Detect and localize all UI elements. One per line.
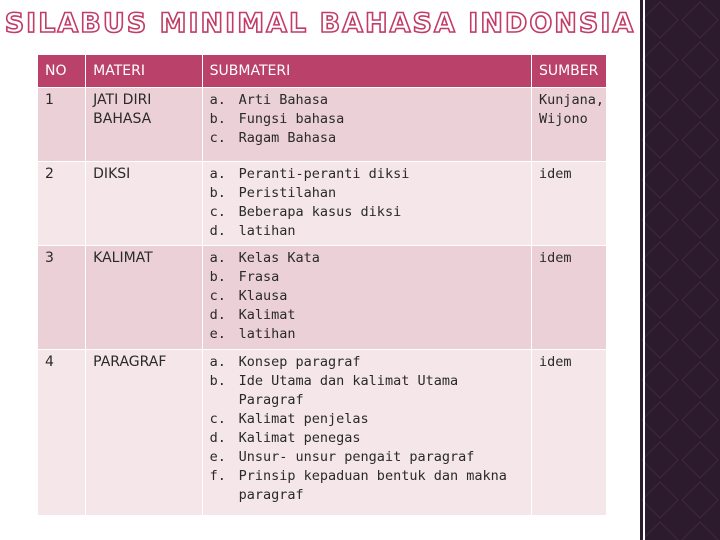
submateri-text: Peristilahan: [238, 185, 337, 201]
submateri-item: [210, 222, 527, 241]
submateri-text: Kalimat penjelas: [238, 411, 369, 427]
materi-cell: PARAGRAF: [86, 350, 202, 516]
submateri-item: [210, 110, 527, 129]
row-number: 4: [38, 350, 86, 516]
header-submateri: SUBMATERI: [202, 55, 531, 88]
table-row: [38, 246, 607, 350]
submateri-text: Prinsip kepaduan bentuk dan makna paragraf: [238, 468, 507, 503]
submateri-letter: b.: [209, 111, 226, 127]
submateri-letter: c.: [209, 130, 226, 146]
submateri-text: Fungsi bahasa: [238, 111, 345, 127]
submateri-cell: [202, 246, 531, 350]
submateri-item: [210, 429, 527, 448]
submateri-item: [210, 165, 527, 184]
submateri-letter: d.: [209, 223, 226, 239]
submateri-item: [210, 129, 527, 148]
submateri-item: [210, 203, 527, 222]
submateri-text: Unsur- unsur pengait paragraf: [238, 449, 475, 465]
submateri-text: Arti Bahasa: [238, 92, 329, 108]
submateri-item: [210, 249, 527, 268]
sumber-cell: idem: [531, 350, 606, 516]
submateri-item: [210, 91, 527, 110]
submateri-item: [210, 467, 527, 505]
submateri-letter: e.: [209, 449, 226, 465]
submateri-cell: [202, 88, 531, 162]
submateri-text: Ide Utama dan kalimat Utama Paragraf: [238, 373, 459, 408]
decorative-side-band: [640, 0, 720, 540]
submateri-letter: a.: [209, 250, 226, 266]
table-header-row: [38, 55, 607, 88]
materi-cell: DIKSI: [86, 162, 202, 246]
submateri-letter: f.: [209, 468, 226, 484]
submateri-text: Beberapa kasus diksi: [238, 204, 402, 220]
submateri-text: Frasa: [238, 269, 280, 285]
materi-cell: KALIMAT: [86, 246, 202, 350]
submateri-letter: b.: [209, 373, 226, 389]
submateri-letter: c.: [209, 288, 226, 304]
table-row: [38, 162, 607, 246]
materi-cell: JATI DIRI BAHASA: [86, 88, 202, 162]
table-body: [38, 88, 607, 516]
submateri-text: latihan: [238, 326, 296, 342]
submateri-letter: c.: [209, 411, 226, 427]
sumber-cell: idem: [531, 162, 606, 246]
submateri-item: [210, 184, 527, 203]
header-no: NO: [38, 55, 86, 88]
submateri-letter: e.: [209, 326, 226, 342]
row-number: 2: [38, 162, 86, 246]
submateri-text: latihan: [238, 223, 296, 239]
submateri-letter: a.: [209, 92, 226, 108]
submateri-text: Kalimat: [238, 307, 296, 323]
submateri-letter: a.: [209, 166, 226, 182]
row-number: 1: [38, 88, 86, 162]
submateri-letter: d.: [209, 307, 226, 323]
sumber-cell: Kunjana, Wijono: [531, 88, 606, 162]
submateri-cell: [202, 162, 531, 246]
header-sumber: SUMBER: [531, 55, 606, 88]
sumber-cell: idem: [531, 246, 606, 350]
submateri-letter: b.: [209, 185, 226, 201]
submateri-text: Klausa: [238, 288, 288, 304]
submateri-text: Konsep paragraf: [238, 354, 361, 370]
syllabus-table: [37, 54, 607, 516]
submateri-text: Ragam Bahasa: [238, 130, 337, 146]
submateri-letter: c.: [209, 204, 226, 220]
side-divider-line: [643, 0, 645, 540]
submateri-item: [210, 353, 527, 372]
submateri-item: [210, 410, 527, 429]
header-materi: MATERI: [86, 55, 202, 88]
submateri-letter: b.: [209, 269, 226, 285]
submateri-cell: [202, 350, 531, 516]
slide-title: SILABUS MINIMAL BAHASA INDONSIA: [4, 8, 636, 39]
table-row: [38, 350, 607, 516]
submateri-item: [210, 287, 527, 306]
submateri-item: [210, 268, 527, 287]
submateri-text: Kalimat penegas: [238, 430, 361, 446]
submateri-item: [210, 448, 527, 467]
submateri-letter: d.: [209, 430, 226, 446]
submateri-item: [210, 372, 527, 410]
row-number: 3: [38, 246, 86, 350]
diamond-pattern-decoration: [640, 0, 720, 540]
submateri-letter: a.: [209, 354, 226, 370]
submateri-item: [210, 306, 527, 325]
table-row: [38, 88, 607, 162]
submateri-item: [210, 325, 527, 344]
submateri-text: Peranti-peranti diksi: [238, 166, 410, 182]
submateri-text: Kelas Kata: [238, 250, 320, 266]
